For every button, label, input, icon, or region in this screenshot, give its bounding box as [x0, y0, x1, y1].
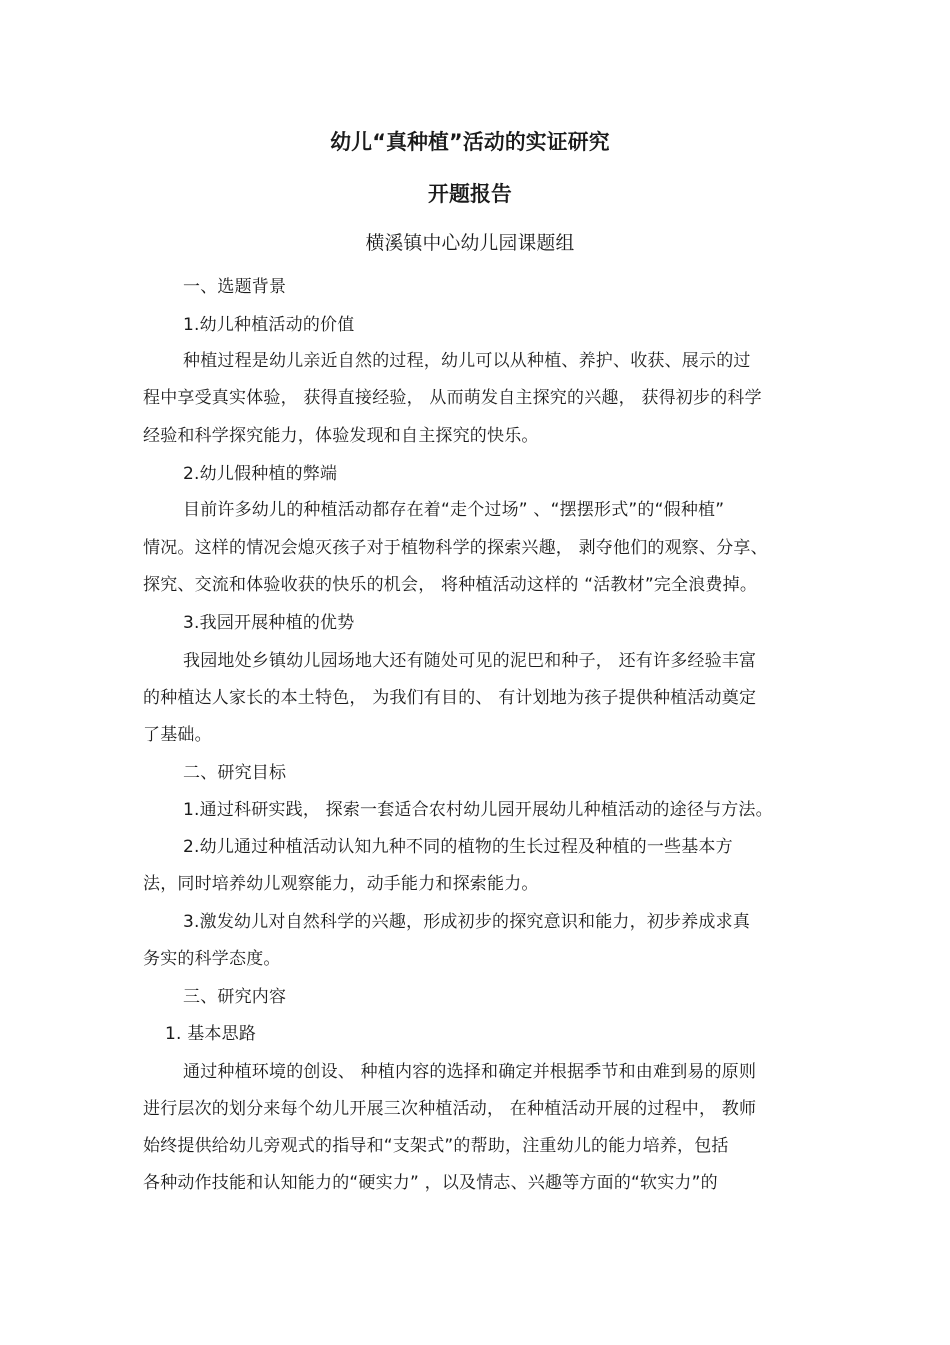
subsection-heading: 1.幼儿种植活动的价值 — [183, 315, 355, 335]
body-line: 了基础。 — [143, 725, 212, 745]
document-organization: 横溪镇中心幼儿园课题组 — [365, 232, 575, 254]
body-line: 2.幼儿通过种植活动认知九种不同的植物的生长过程及种植的一些基本方 — [183, 837, 733, 857]
body-line: 各种动作技能和认知能力的“硬实力” ，以及情志、兴趣等方面的“软实力”的 — [143, 1173, 718, 1193]
body-line: 情况。这样的情况会熄灭孩子对于植物科学的探索兴趣， 剥夺他们的观察、分享、 — [143, 538, 768, 558]
body-line: 3.激发幼儿对自然科学的兴趣，形成初步的探究意识和能力，初步养成求真 — [183, 912, 751, 932]
section-heading: 三、研究内容 — [183, 987, 287, 1007]
body-line: 的种植达人家长的本土特色， 为我们有目的、 有计划地为孩子提供种植活动奠定 — [143, 688, 757, 708]
body-line: 法，同时培养幼儿观察能力，动手能力和探索能力。 — [143, 874, 539, 894]
subsection-heading: 2.幼儿假种植的弊端 — [183, 464, 338, 484]
body-line: 目前许多幼儿的种植活动都存在着“走个过场” 、“摆摆形式”的“假种植” — [183, 500, 725, 520]
body-line: 进行层次的划分来每个幼儿开展三次种植活动， 在种植活动开展的过程中， 教师 — [143, 1099, 757, 1119]
document-subtitle: 开题报告 — [428, 182, 512, 206]
body-line: 程中享受真实体验， 获得直接经验， 从而萌发自主探究的兴趣， 获得初步的科学 — [143, 388, 762, 408]
subsection-heading: 1. 基本思路 — [165, 1024, 257, 1044]
body-line: 务实的科学态度。 — [143, 949, 281, 969]
document-title: 幼儿“真种植”活动的实证研究 — [330, 130, 610, 154]
body-line: 种植过程是幼儿亲近自然的过程，幼儿可以从种植、养护、收获、展示的过 — [183, 351, 751, 371]
body-line: 通过种植环境的创设、 种植内容的选择和确定并根据季节和由难到易的原则 — [183, 1062, 757, 1082]
body-line: 我园地处乡镇幼儿园场地大还有随处可见的泥巴和种子， 还有许多经验丰富 — [183, 651, 757, 671]
body-line: 探究、交流和体验收获的快乐的机会， 将种植活动这样的 “活教材”完全浪费掉。 — [143, 575, 758, 595]
body-line: 始终提供给幼儿旁观式的指导和“支架式”的帮助，注重幼儿的能力培养，包括 — [143, 1136, 729, 1156]
section-heading: 二、研究目标 — [183, 763, 287, 783]
body-line: 1.通过科研实践， 探索一套适合农村幼儿园开展幼儿种植活动的途径与方法。 — [183, 800, 773, 820]
body-line: 经验和科学探究能力，体验发现和自主探究的快乐。 — [143, 426, 539, 446]
section-heading: 一、选题背景 — [183, 277, 287, 297]
subsection-heading: 3.我园开展种植的优势 — [183, 613, 355, 633]
